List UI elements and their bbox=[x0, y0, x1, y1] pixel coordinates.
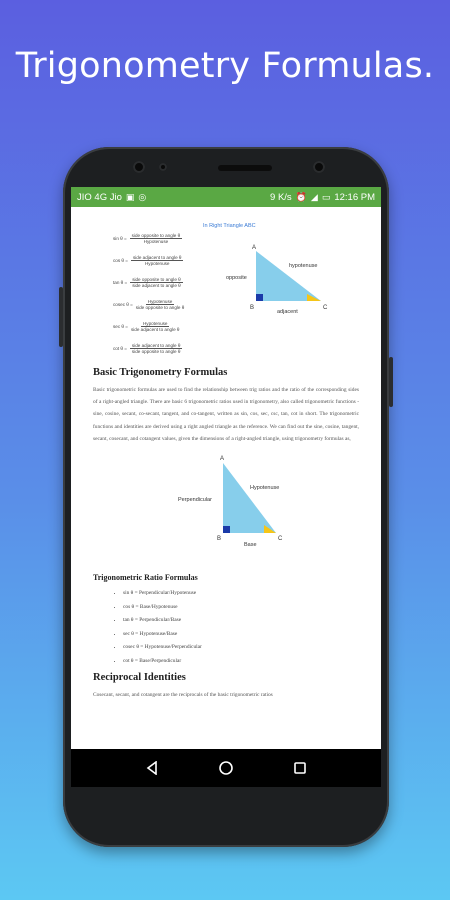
phone-side-button-left bbox=[59, 287, 63, 347]
battery-icon: ▭ bbox=[321, 191, 331, 202]
triangle-shape bbox=[256, 251, 321, 301]
carrier-text: JIO 4G Jio bbox=[77, 191, 122, 203]
promo-headline: Trigonometry Formulas. bbox=[15, 46, 435, 86]
label-opposite: opposite bbox=[226, 275, 247, 281]
earpiece-speaker bbox=[218, 165, 272, 171]
formula-cos: cos θ = side adjacent to angle θ Hypotenuse bbox=[113, 255, 182, 266]
home-icon[interactable] bbox=[216, 758, 236, 778]
formula-sec: sec θ = Hypotenuse side adjacent to angle θ bbox=[113, 321, 180, 332]
signal-icon: ◢ bbox=[310, 191, 318, 202]
sensor-icon bbox=[159, 163, 167, 171]
figure-title: In Right Triangle ABC bbox=[203, 223, 256, 229]
reciprocal-paragraph: Cosecant, secant, and cotangent are the reciprocals of the basic trigonometric ratios bbox=[93, 692, 273, 699]
vertex-a-2: A bbox=[220, 456, 225, 463]
label-base: Base bbox=[244, 542, 257, 549]
front-camera-icon bbox=[133, 161, 145, 173]
formula-figure bbox=[93, 223, 359, 363]
right-angle-mark bbox=[256, 294, 263, 301]
clock: 12:16 PM bbox=[334, 191, 375, 203]
list-item: • cos θ = Base/Hypotenuse bbox=[123, 601, 359, 615]
reciprocal-identities-title: Reciprocal Identities bbox=[93, 672, 186, 684]
ratio-formulas-title: Trigonometric Ratio Formulas bbox=[93, 573, 198, 583]
list-item: • sec θ = Hypotenuse/Base bbox=[123, 628, 359, 642]
section-title-basic-formulas: Basic Trigonometry Formulas bbox=[93, 367, 228, 378]
proximity-sensor-icon bbox=[313, 161, 325, 173]
formula-cosec: cosec θ = Hypotenuse side opposite to angle θ bbox=[113, 299, 185, 310]
vertex-a: A bbox=[252, 245, 257, 251]
phone-side-button-right bbox=[389, 357, 393, 407]
volte-icon: ▣ bbox=[125, 191, 135, 202]
formula-sin: sin θ = side opposite to angle θ Hypotenuse bbox=[113, 233, 181, 244]
vertex-c-2: C bbox=[278, 536, 283, 543]
back-icon[interactable] bbox=[142, 758, 162, 778]
triangle-pbh-figure bbox=[138, 451, 318, 551]
list-item: • cosec θ = Hypotenuse/Perpendicular bbox=[123, 641, 359, 655]
phone-screen bbox=[71, 187, 381, 787]
formula-cot: cot θ = side adjacent to angle θ side opposite to angle θ bbox=[113, 343, 181, 354]
triangle-figure-2 bbox=[93, 449, 359, 559]
android-nav-bar bbox=[71, 749, 381, 787]
phone-frame bbox=[63, 147, 389, 847]
vertex-b-2: B bbox=[217, 536, 222, 543]
triangle-abc-figure bbox=[221, 239, 351, 319]
vertex-c: C bbox=[323, 305, 328, 311]
network-speed: 9 K/s bbox=[270, 191, 292, 203]
recents-icon[interactable] bbox=[290, 758, 310, 778]
label-hypotenuse: hypotenuse bbox=[289, 263, 318, 269]
alarm-icon: ⏰ bbox=[295, 191, 307, 202]
triangle-shape-2 bbox=[223, 463, 276, 533]
whatsapp-icon: ◎ bbox=[138, 191, 147, 202]
intro-paragraph: Basic trigonometric formulas are used to find the relationship between trig ratios and the ratio of the corresponding sides of a right-angled triangle. There are basic 6 trigonometric ratios used in trigonometry, also called trigonometric functions - sine, cosine, secant, co-secant, tangent, and co-tangent, written as sin, cos, sec, csc, tan, cot in short. The trigonometric functions and identities are derived using a right angled triangle as the reference. We can find out the sine, cosine, tangent, secant, cosecant, and cotangent values, given the dimensions of a right-angled triangle, using trigonometry formulas as, bbox=[93, 387, 359, 442]
right-angle-mark-2 bbox=[223, 526, 230, 533]
label-hypotenuse-2: Hypotenuse bbox=[250, 485, 280, 492]
document-content[interactable] bbox=[71, 223, 381, 701]
list-item: • sin θ = Perpendicular/Hypotenuse bbox=[123, 587, 359, 601]
status-bar bbox=[71, 187, 381, 207]
list-item: • tan θ = Perpendicular/Base bbox=[123, 614, 359, 628]
formula-tan: tan θ = side opposite to angle θ side adjacent to angle θ bbox=[113, 277, 181, 288]
label-perpendicular: Perpendicular bbox=[178, 497, 212, 504]
list-item: • cot θ = Base/Perpendicular bbox=[123, 655, 359, 669]
label-adjacent: adjacent bbox=[277, 309, 298, 315]
ratio-list bbox=[93, 587, 359, 668]
vertex-b: B bbox=[250, 305, 255, 311]
